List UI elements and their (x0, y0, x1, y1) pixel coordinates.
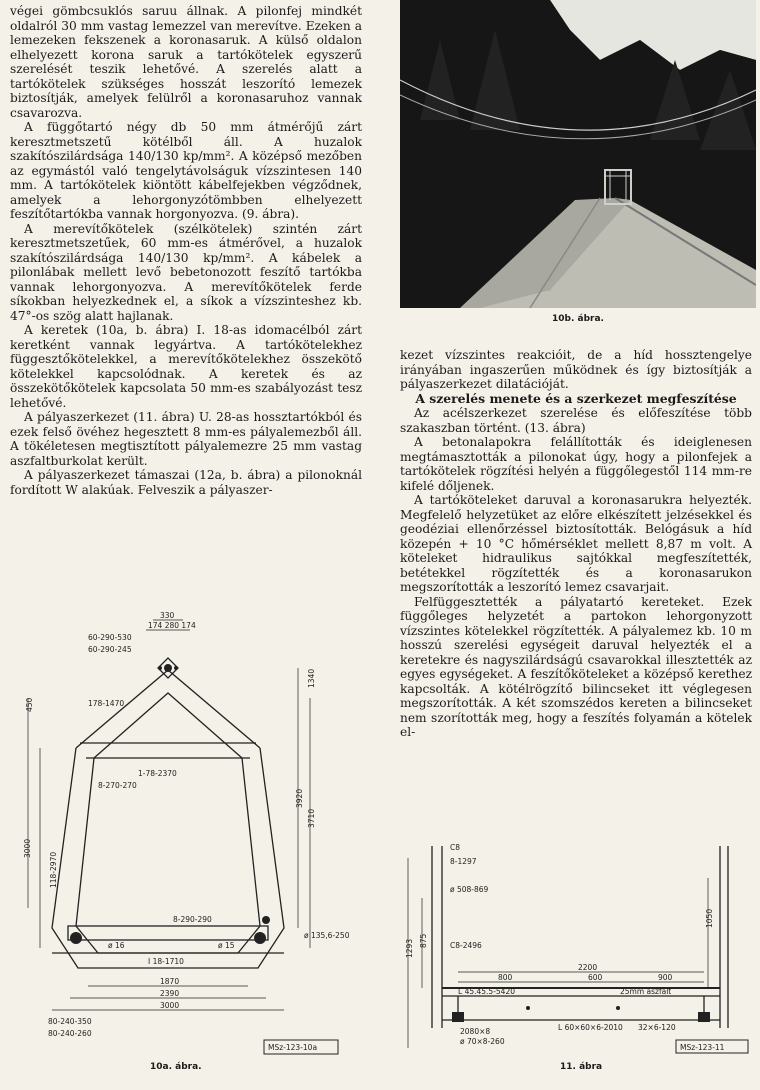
paragraph: A pályaszerkezet támaszai (12a, b. ábra) a pilonoknál fordított W alakúak. Felveszik a pályaszer- (10, 468, 362, 497)
fig-label: 174 280 174 (148, 621, 196, 630)
fig-label: 2390 (160, 989, 180, 998)
fig-label: ø 16 (108, 941, 125, 950)
fig-label: 8-1297 (450, 857, 477, 866)
fig-label: 1-78-2370 (138, 769, 177, 778)
fig10a-caption: 10a. ábra. (150, 1062, 202, 1072)
paragraph: kezet vízszintes reakcióit, de a híd hossztengelye irányában ingaszerűen működnek és így biztosítják a pályaszerkezet dilatációját. (400, 348, 752, 391)
fig-label: 3920 (295, 788, 304, 808)
fig-label: 8-290-290 (173, 915, 212, 924)
fig-label: 2200 (578, 963, 598, 972)
section-heading: A szerelés menete és a szerkezet megfeszítése (415, 390, 737, 406)
fig-label: 80-240-260 (48, 1029, 92, 1038)
fig-label: 3000 (160, 1001, 180, 1010)
paragraph: A függőtartó négy db 50 mm átmérőjű zárt keresztmetszetű kötélből áll. A huzalok szakítószilárdsága 140/130 kp/mm². A középső mezőben az egymástól való tengelytávolságuk vízszintesen 140 mm. A tartókötelek kiöntött kábelfejekben végződnek, amelyek a lehorgonyzótömbben elhelyezett feszítőtartókba vannak horgonyozva. (9. ábra). (10, 120, 362, 221)
paragraph: A keretek (10a, b. ábra) I. 18-as idomacélból zárt keretként vannak legyártva. A tartókötelekhez függesztőkötelekkel, a merevítőkötelekhez összekötő kötelekkel kapcsolódnak. A keretek és az összekötőkötelek kapcsolata 50 mm-es szabályozást tesz lehetővé. (10, 323, 362, 410)
fig-label: 1340 (307, 668, 316, 688)
fig-label: 25mm aszfalt (620, 987, 672, 996)
paragraph: A pályaszerkezet (11. ábra) U. 28-as hossztartókból és ezek felső övéhez hegesztett 8 mm-es pályalemezből áll. A tökéletesen megtisztított pályalemezre 25 mm vastag aszfaltburkolat került. (10, 410, 362, 468)
fig-label: 80-240-350 (48, 1017, 92, 1026)
fig-label: 3710 (307, 808, 316, 828)
fig-label: ø 15 (218, 941, 235, 950)
fig-label: C8-2496 (450, 941, 482, 950)
left-text-column (10, 4, 362, 497)
paragraph: végei gömbcsuklós saruu állnak. A pilonfej mindkét oldalról 30 mm vastag lemezzel van merevítve. Ezeken a lemezeken fekszenek a koronasaruk. A külső oldalon elhelyezett korona saruk a tartókötelek egyszerű szerelését teszik lehetővé. A szerelés alatt a tartókötelek szükséges hosszát leszorító lemezek biztosítják, amelyek felülről a koronasaruhoz vannak csavarozva. (10, 4, 362, 120)
photo-caption: 10b. ábra. (552, 314, 604, 324)
deck-section-drawing (398, 838, 756, 1058)
fig-label: 32×6-120 (638, 1023, 676, 1032)
fig-label: I 18-1710 (148, 957, 184, 966)
fig-label: 3000 (23, 838, 32, 858)
fig-label: 2080×8 (460, 1027, 491, 1036)
fig-label: 900 (658, 973, 673, 982)
fig11-caption: 11. ábra (560, 1062, 603, 1072)
fig-label: L 60×60×6-2010 (558, 1023, 623, 1032)
fig-label: 1050 (705, 908, 714, 928)
fig-label: 330 (160, 611, 175, 620)
fig-label: ø 70×8-260 (460, 1037, 505, 1046)
fig-label: 800 (498, 973, 513, 982)
fig-label: 60-290-530 (88, 633, 132, 642)
fig-label: 60-290-245 (88, 645, 132, 654)
paragraph: A betonalapokra felállították és ideiglenesen megtámasztották a pilonokat úgy, hogy a pilonfejek a tartókötelek rögzítési helyén a függőlegestől 114 mm-re kifelé dőljenek. (400, 435, 752, 493)
fig-stamp: MSz-123-10a (268, 1043, 318, 1052)
fig-label: 118-2970 (49, 851, 58, 888)
fig-label: 8-270-270 (98, 781, 137, 790)
frame-drawing (8, 608, 358, 1058)
fig-stamp: MSz-123-11 (680, 1043, 725, 1052)
fig-label: ø 135,6-250 (304, 931, 350, 940)
fig-label: 450 (25, 697, 34, 712)
fig-label: 600 (588, 973, 603, 982)
paragraph: A merevítőkötelek (szélkötelek) szintén zárt keresztmetszetűek, 60 mm-es átmérővel, a huzalok szakítószilárdsága 140/130 kp/mm². A kábelek a pilonlábak mellett levő bebetonozott feszítő tartókba vannak lehorgonyozva. A merevítőkötelek ferde síkokban helyezkednek el, a síkok a vízszinteshez kb. 47°-os szög alatt hajlanak. (10, 221, 362, 323)
fig-label: C8 (450, 843, 461, 852)
fig-label: 875 (419, 933, 428, 948)
right-text-column (400, 348, 752, 740)
paragraph: A tartóköteleket daruval a koronasarukra helyezték. Megfelelő helyzetüket az előre elkészített jelzésekkel és geodéziai ellenőrzéssel biztosították. Belógásuk a híd közepén + 10 °C hőmérséklet mellett 8,87 m volt. A köteleket hidraulikus sajtókkal megfeszítették, betétekkel rögzítették és a koronasarukon megszorították a leszorító lemez csavarjait. (400, 493, 752, 594)
fig-label: 178-1470 (88, 699, 125, 708)
paragraph: Az acélszerkezet szerelése és előfeszítése több szakaszban történt. (13. ábra) (400, 406, 752, 435)
fig-label: ø 508-869 (450, 885, 489, 894)
paragraph: Felfüggesztették a pályatartó kereteket. Ezek függőleges helyzetét a partokon lehorgonyzott vízszintes kötelekkel rögzítették. A pályalemez kb. 10 m hosszú szerelési egységeit daruval helyezték el a keretekre és nagyszilárdságú csavarokkal illesztették az egyes egységeket. A feszítőköteleket a középső kerethez kapcsolták. A kötélrögzítő bilincseket itt véglegesen megszorították. A két szomszédos kereten a bilincseket nem szorították meg, hogy a feszítés folyamán a kötelek el- (400, 594, 752, 739)
fig-label: 1870 (160, 977, 180, 986)
fig-label: 1293 (405, 938, 414, 958)
fig-label: L 45.45.5-5420 (458, 987, 515, 996)
bridge-photo (400, 0, 756, 308)
